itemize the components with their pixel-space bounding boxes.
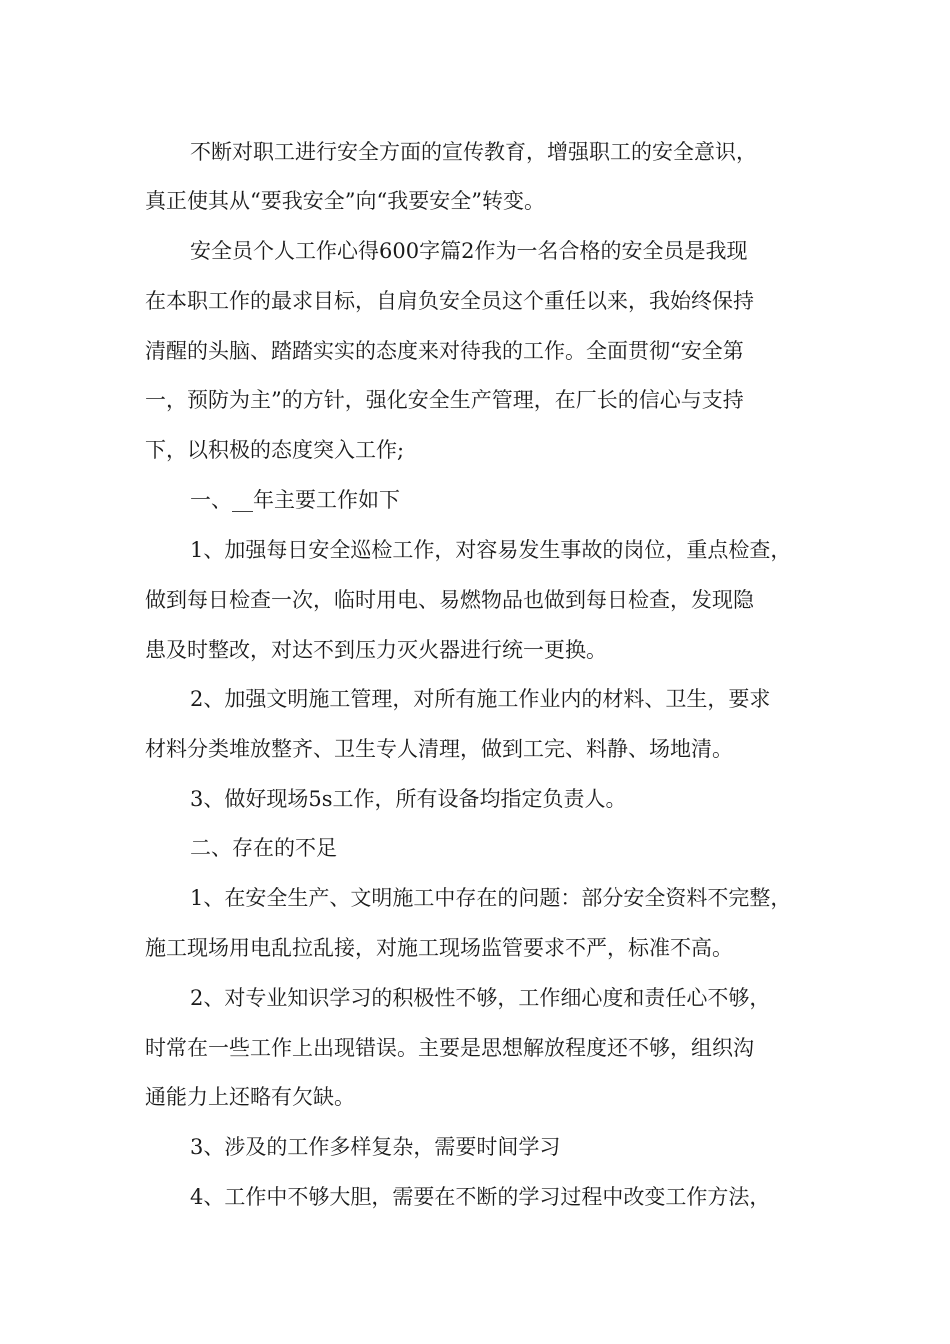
- text-line: 做到每日检查一次，临时用电、易燃物品也做到每日检查，发现隐: [145, 588, 754, 612]
- text-line: 在本职工作的最求目标，自肩负安全员这个重任以来，我始终保持: [145, 289, 754, 313]
- section-heading: 二、存在的不足: [190, 836, 337, 860]
- text-line: 一，预防为主”的方针，强化安全生产管理，在厂长的信心与支持: [145, 388, 744, 412]
- text-line: 1、在安全生产、文明施工中存在的问题：部分安全资料不完整，: [190, 886, 792, 910]
- text-line: 通能力上还略有欠缺。: [145, 1085, 355, 1109]
- text-line: 材料分类堆放整齐、卫生专人清理，做到工完、料静、场地清。: [145, 737, 733, 761]
- text-line: 清醒的头脑、踏踏实实的态度来对待我的工作。全面贯彻“安全第: [145, 339, 744, 363]
- text-line: 1、加强每日安全巡检工作，对容易发生事故的岗位，重点检查，: [190, 538, 792, 562]
- text-line: 4、工作中不够大胆，需要在不断的学习过程中改变工作方法，: [190, 1185, 771, 1209]
- text-line: 2、对专业知识学习的积极性不够，工作细心度和责任心不够，: [190, 986, 771, 1010]
- text-line: 不断对职工进行安全方面的宣传教育，增强职工的安全意识，: [190, 140, 757, 164]
- text-line: 患及时整改，对达不到压力灭火器进行统一更换。: [145, 638, 607, 662]
- text-line: 施工现场用电乱拉乱接，对施工现场监管要求不严，标准不高。: [145, 936, 733, 960]
- text-line: 真正使其从“要我安全”向“我要安全”转变。: [145, 189, 545, 213]
- section-heading: 一、__年主要工作如下: [190, 488, 400, 512]
- text-line: 3、涉及的工作多样复杂，需要时间学习: [190, 1135, 561, 1159]
- text-line: 3、做好现场5s工作，所有设备均指定负责人。: [190, 787, 627, 811]
- text-line: 2、加强文明施工管理，对所有施工作业内的材料、卫生，要求: [190, 687, 771, 711]
- text-line: 安全员个人工作心得600字篇2作为一名合格的安全员是我现: [190, 239, 748, 263]
- text-line: 时常在一些工作上出现错误。主要是思想解放程度还不够，组织沟: [145, 1036, 754, 1060]
- text-line: 下，以积极的态度突入工作;: [145, 438, 405, 462]
